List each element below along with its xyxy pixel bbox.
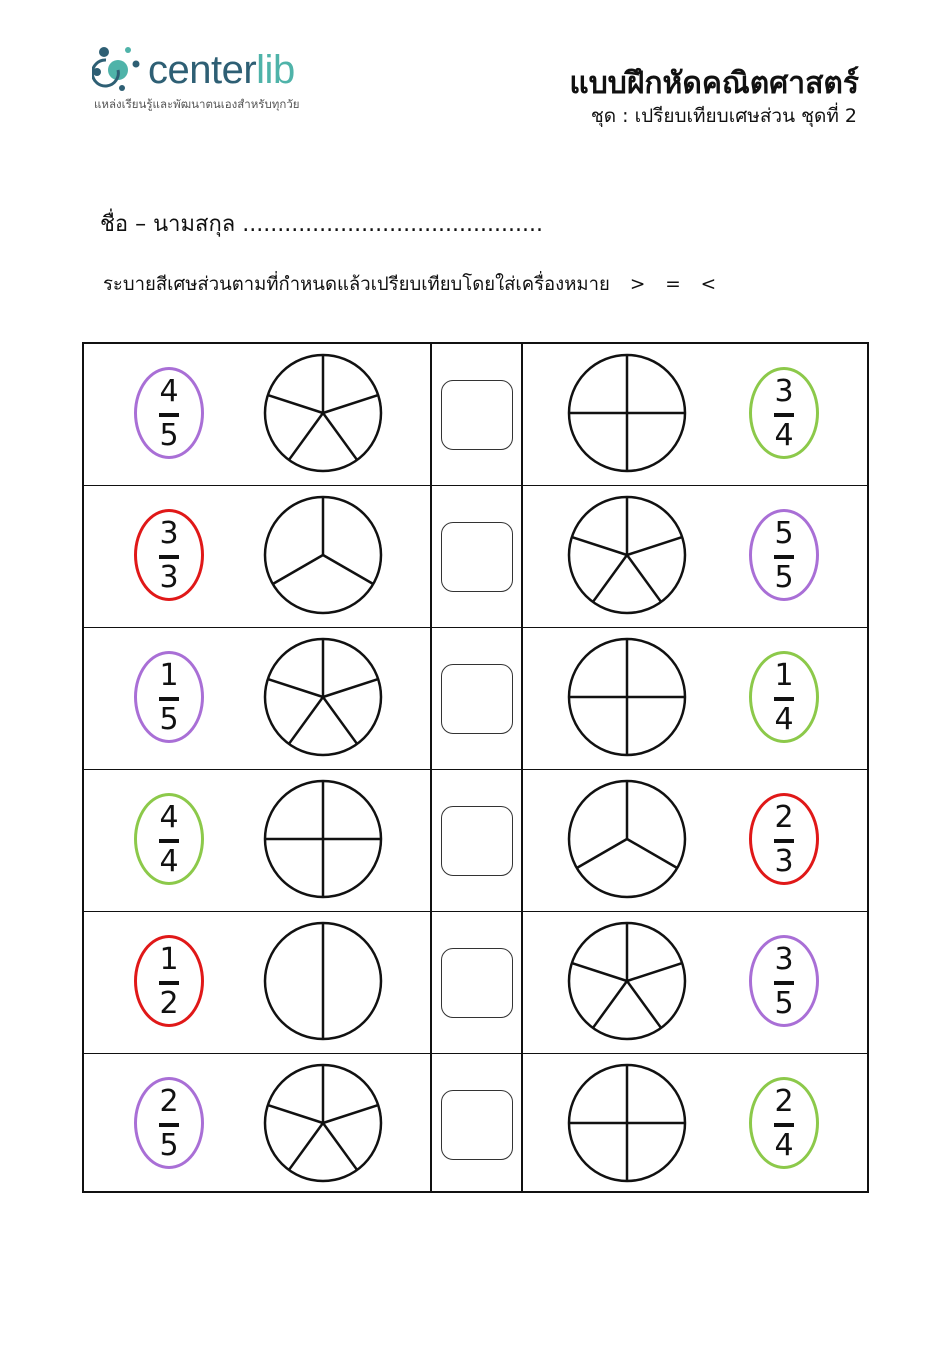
fraction-bar: [774, 839, 794, 843]
fraction-numerator: 5: [774, 516, 794, 551]
fraction-numerator: 2: [774, 800, 794, 835]
fraction-numerator: 3: [159, 516, 179, 551]
logo-wordmark-lib: lib: [256, 48, 295, 92]
fraction-pie-right[interactable]: [566, 778, 688, 904]
fraction-denominator: 5: [159, 1128, 179, 1163]
fraction-numerator: 2: [774, 1084, 794, 1119]
fraction-bar: [774, 697, 794, 701]
fraction-denominator: 3: [159, 560, 179, 595]
fraction-pie-left[interactable]: [262, 494, 384, 620]
comparison-symbols: > = <: [629, 274, 717, 295]
fraction-left: [134, 367, 204, 459]
comparison-answer-box[interactable]: [441, 806, 513, 876]
fraction-pie-left[interactable]: [262, 636, 384, 762]
fraction-numerator: 1: [774, 658, 794, 693]
fraction-numerator: 1: [159, 942, 179, 977]
fraction-pie-right[interactable]: [566, 636, 688, 762]
fraction-pie-left[interactable]: [262, 1062, 384, 1188]
instructions-text: ระบายสีเศษส่วนตามที่กำหนดแล้วเปรียบเทียบโดยใส่เครื่องหมาย: [103, 274, 610, 295]
fraction-denominator: 2: [159, 986, 179, 1021]
fraction-bar: [774, 555, 794, 559]
fraction-left: [134, 793, 204, 885]
fraction-left: [134, 935, 204, 1027]
fraction-numerator: 4: [159, 800, 179, 835]
worksheet-subtitle: ชุด : เปรียบเทียบเศษส่วน ชุดที่ 2: [590, 105, 857, 127]
worksheet-title: แบบฝึกหัดคณิตศาสตร์: [569, 66, 859, 101]
fraction-denominator: 5: [774, 986, 794, 1021]
logo-tagline: แหล่งเรียนรู้และพัฒนาตนเองสำหรับทุกวัย: [94, 97, 300, 111]
fraction-denominator: 5: [159, 418, 179, 453]
fraction-pie-left[interactable]: [262, 920, 384, 1046]
logo-wordmark-center: center: [148, 48, 257, 92]
fraction-pie-right[interactable]: [566, 352, 688, 478]
fraction-numerator: 3: [774, 374, 794, 409]
exercise-grid: [82, 342, 869, 1193]
comparison-answer-box[interactable]: [441, 522, 513, 592]
fraction-numerator: 1: [159, 658, 179, 693]
student-name-field[interactable]: ชื่อ – นามสกุล ...........................................: [100, 212, 543, 237]
comparison-answer-box[interactable]: [441, 1090, 513, 1160]
comparison-answer-box[interactable]: [441, 948, 513, 1018]
fraction-right: [749, 793, 819, 885]
exercise-row: [84, 1054, 867, 1196]
fraction-left: [134, 509, 204, 601]
fraction-numerator: 3: [774, 942, 794, 977]
fraction-bar: [774, 981, 794, 985]
comparison-answer-box[interactable]: [441, 664, 513, 734]
exercise-row: [84, 770, 867, 912]
fraction-denominator: 3: [774, 844, 794, 879]
fraction-right: [749, 509, 819, 601]
fraction-pie-left[interactable]: [262, 352, 384, 478]
fraction-bar: [774, 413, 794, 417]
fraction-denominator: 4: [774, 1128, 794, 1163]
exercise-row: [84, 344, 867, 486]
instructions: [103, 270, 716, 299]
fraction-bar: [159, 839, 179, 843]
fraction-bar: [159, 1123, 179, 1127]
fraction-right: [749, 367, 819, 459]
fraction-bar: [774, 1123, 794, 1127]
fraction-left: [134, 1077, 204, 1169]
comparison-answer-box[interactable]: [441, 380, 513, 450]
fraction-bar: [159, 555, 179, 559]
fraction-bar: [159, 413, 179, 417]
molecule-logo-icon: [92, 42, 144, 94]
exercise-row: [84, 628, 867, 770]
fraction-pie-left[interactable]: [262, 778, 384, 904]
exercise-row: [84, 486, 867, 628]
fraction-denominator: 4: [159, 844, 179, 879]
fraction-pie-right[interactable]: [566, 1062, 688, 1188]
fraction-pie-right[interactable]: [566, 920, 688, 1046]
fraction-right: [749, 1077, 819, 1169]
fraction-right: [749, 935, 819, 1027]
fraction-right: [749, 651, 819, 743]
fraction-bar: [159, 981, 179, 985]
fraction-denominator: 5: [159, 702, 179, 737]
centerlib-logo: [92, 40, 352, 120]
exercise-row: [84, 912, 867, 1054]
logo-wordmark: [148, 46, 295, 94]
fraction-bar: [159, 697, 179, 701]
fraction-denominator: 4: [774, 702, 794, 737]
fraction-numerator: 2: [159, 1084, 179, 1119]
fraction-denominator: 4: [774, 418, 794, 453]
fraction-left: [134, 651, 204, 743]
fraction-numerator: 4: [159, 374, 179, 409]
fraction-pie-right[interactable]: [566, 494, 688, 620]
fraction-denominator: 5: [774, 560, 794, 595]
